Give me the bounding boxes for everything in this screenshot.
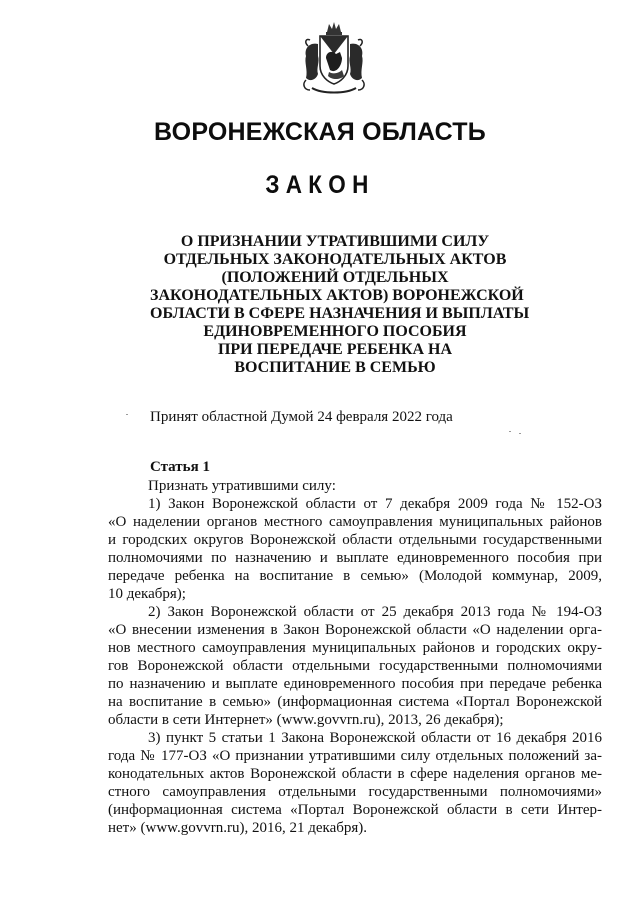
article-line: на воспитание в семью» (информационная система «Портал Воронежской — [108, 694, 602, 710]
law-title-line: ЕДИНОВРЕМЕННОГО ПОСОБИЯ — [203, 323, 467, 340]
article-line: гов Воронежской области отдельными государственными полномочиями — [108, 658, 602, 674]
article-body — [108, 477, 602, 837]
adoption-statement: Принят областной Думой 24 февраля 2022 года — [150, 409, 453, 425]
scan-speck — [126, 414, 128, 415]
article-line: нов местного самоуправления муниципальных районов и городских окру- — [108, 640, 602, 656]
article-line: 3) пункт 5 статьи 1 Закона Воронежской области от 16 декабря 2016 — [148, 730, 602, 746]
article-line: области в сети Интернет» (www.govvrn.ru), 2013, 26 декабря); — [108, 712, 504, 728]
scan-speck — [519, 433, 521, 434]
document-type: ЗАКОН — [265, 171, 375, 199]
law-title-line: ОБЛАСТИ В СФЕРЕ НАЗНАЧЕНИЯ И ВЫПЛАТЫ — [150, 305, 530, 322]
article-line: «О наделении органов местного самоуправления муниципальных районов — [108, 514, 602, 530]
article-line: 1) Закон Воронежской области от 7 декабря 2009 года № 152-ОЗ — [148, 496, 602, 512]
article-line: нет» (www.govvrn.ru), 2016, 21 декабря). — [108, 820, 368, 836]
law-title-line: (ПОЛОЖЕНИЙ ОТДЕЛЬНЫХ — [221, 269, 449, 286]
law-title-line: ОТДЕЛЬНЫХ ЗАКОНОДАТЕЛЬНЫХ АКТОВ — [163, 251, 507, 268]
law-title — [150, 233, 530, 377]
article-line: передаче ребенка на воспитание в семью» (Молодой коммунар, 2009, — [108, 568, 602, 584]
article-line: 10 декабря); — [108, 586, 186, 602]
article-line: года № 177-ОЗ «О признании утратившими силу отдельных положений за- — [108, 748, 602, 764]
article-heading: Статья 1 — [150, 459, 210, 475]
law-title-line: О ПРИЗНАНИИ УТРАТИВШИМИ СИЛУ — [180, 233, 490, 250]
coat-of-arms-icon — [296, 18, 372, 98]
article-line: конодательных актов Воронежской области в сфере наделения органов ме- — [108, 766, 602, 782]
law-title-line: ВОСПИТАНИЕ В СЕМЬЮ — [234, 359, 436, 376]
law-title-line: ЗАКОНОДАТЕЛЬНЫХ АКТОВ) ВОРОНЕЖСКОЙ — [150, 287, 524, 304]
article-line: 2) Закон Воронежской области от 25 декабря 2013 года № 194-ОЗ — [148, 604, 602, 620]
article-line: и городских округов Воронежской области отдельными государственными — [108, 532, 602, 548]
scan-speck — [509, 431, 511, 432]
article-line: по назначению и выплате единовременного пособия при передаче ребенка — [108, 676, 602, 692]
region-name: ВОРОНЕЖСКАЯ ОБЛАСТЬ — [154, 118, 486, 146]
article-line: (информационная система «Портал Воронежской области в сети Интер- — [108, 802, 602, 818]
article-line: стного самоуправления отдельными государственными полномочиями» — [108, 784, 602, 800]
law-title-line: ПРИ ПЕРЕДАЧЕ РЕБЕНКА НА — [217, 341, 453, 358]
article-line: «О внесении изменения в Закон Воронежской области «О наделении орга- — [108, 622, 602, 638]
article-line: Признать утратившими силу: — [148, 478, 336, 494]
article-line: полномочиями по назначению и выплате единовременного пособия при — [108, 550, 602, 566]
